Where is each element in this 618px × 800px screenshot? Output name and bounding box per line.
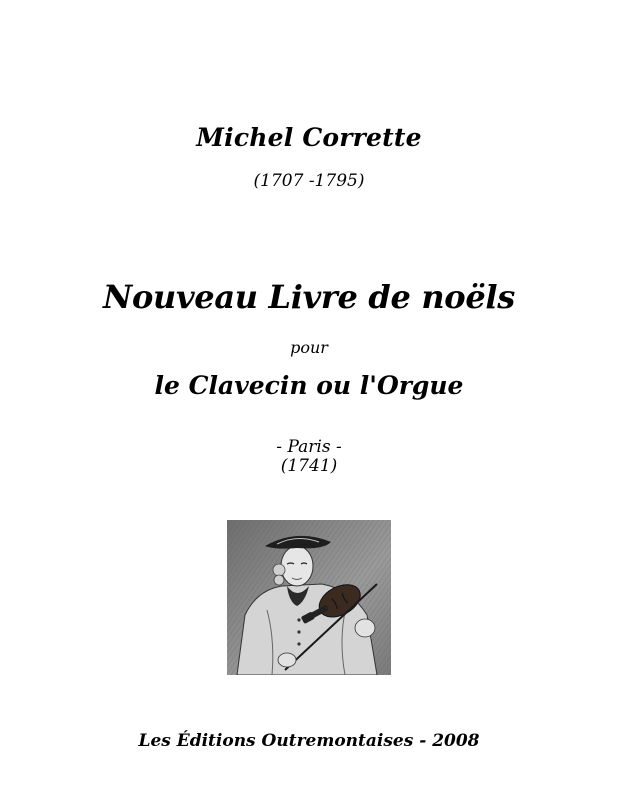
- violinist-portrait-image: [227, 520, 391, 675]
- composer-dates: (1707 -1795): [253, 171, 365, 191]
- publication-year: (1741): [280, 456, 338, 476]
- publisher-line: Les Éditions Outremontaises - 2008: [138, 731, 480, 751]
- composer-name: Michel Corrette: [196, 123, 422, 152]
- publication-place: - Paris -: [276, 437, 342, 457]
- page-title: Nouveau Livre de noëls: [103, 278, 515, 316]
- violinist-portrait-drawing: [227, 520, 391, 675]
- instrument-subtitle: le Clavecin ou l'Orgue: [154, 371, 464, 400]
- subtitle-pour: pour: [290, 338, 328, 357]
